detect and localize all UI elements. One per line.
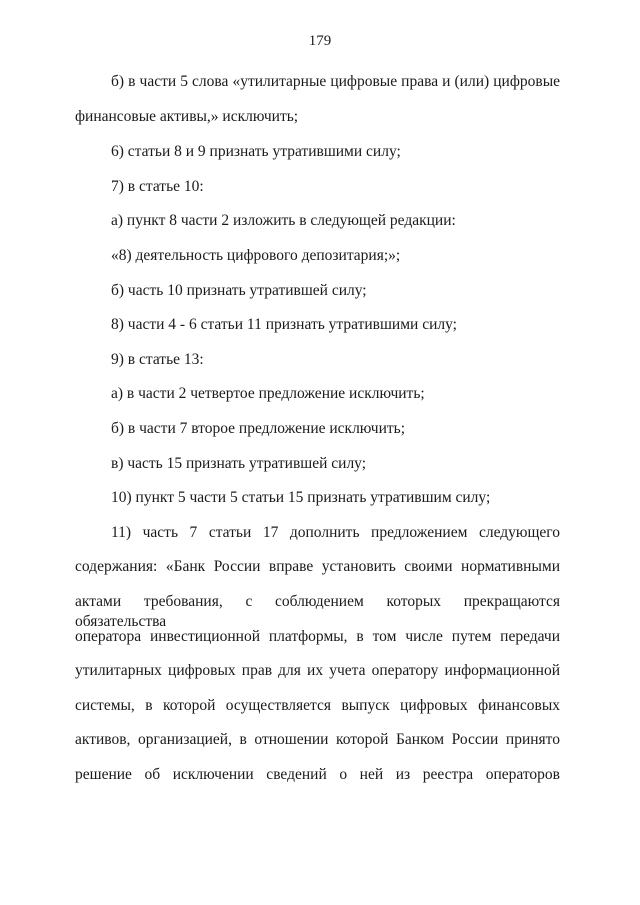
text-line: в) часть 15 признать утратившей силу;	[111, 455, 367, 472]
text-line: б) часть 10 признать утратившей силу;	[111, 282, 367, 299]
text-line: 6) статьи 8 и 9 признать утратившими силу;	[111, 143, 401, 160]
text-line: 11) часть 7 статьи 17 дополнить предложением следующего	[111, 524, 560, 541]
text-line: решение об исключении сведений о ней из реестра операторов	[75, 766, 560, 783]
text-line: 7) в статье 10:	[111, 178, 204, 195]
text-line: 9) в статье 13:	[111, 351, 204, 368]
page-number: 179	[308, 33, 332, 49]
text-line: оператора инвестиционной платформы, в том числе путем передачи	[75, 628, 560, 645]
text-line: а) в части 2 четвертое предложение исключить;	[111, 385, 425, 402]
text-line: б) в части 5 слова «утилитарные цифровые права и (или) цифровые	[111, 73, 560, 90]
text-line: утилитарных цифровых прав для их учета оператору информационной	[75, 662, 560, 679]
text-line: «8) деятельность цифрового депозитария;»;	[111, 247, 401, 264]
text-line: актами требования, с соблюдением которых прекращаются обязательства	[75, 593, 560, 630]
text-line: активов, организацией, в отношении которой Банком России принято	[75, 731, 560, 748]
text-line: содержания: «Банк России вправе установить своими нормативными	[75, 558, 560, 575]
text-line: 8) части 4 - 6 статьи 11 признать утратившими силу;	[111, 316, 457, 333]
text-line: а) пункт 8 части 2 изложить в следующей редакции:	[111, 212, 456, 229]
text-line: 10) пункт 5 части 5 статьи 15 признать утратившим силу;	[111, 489, 491, 506]
text-line: системы, в которой осуществляется выпуск цифровых финансовых	[75, 697, 560, 714]
text-line: б) в части 7 второе предложение исключить;	[111, 420, 406, 437]
text-line: финансовые активы,» исключить;	[75, 108, 299, 125]
